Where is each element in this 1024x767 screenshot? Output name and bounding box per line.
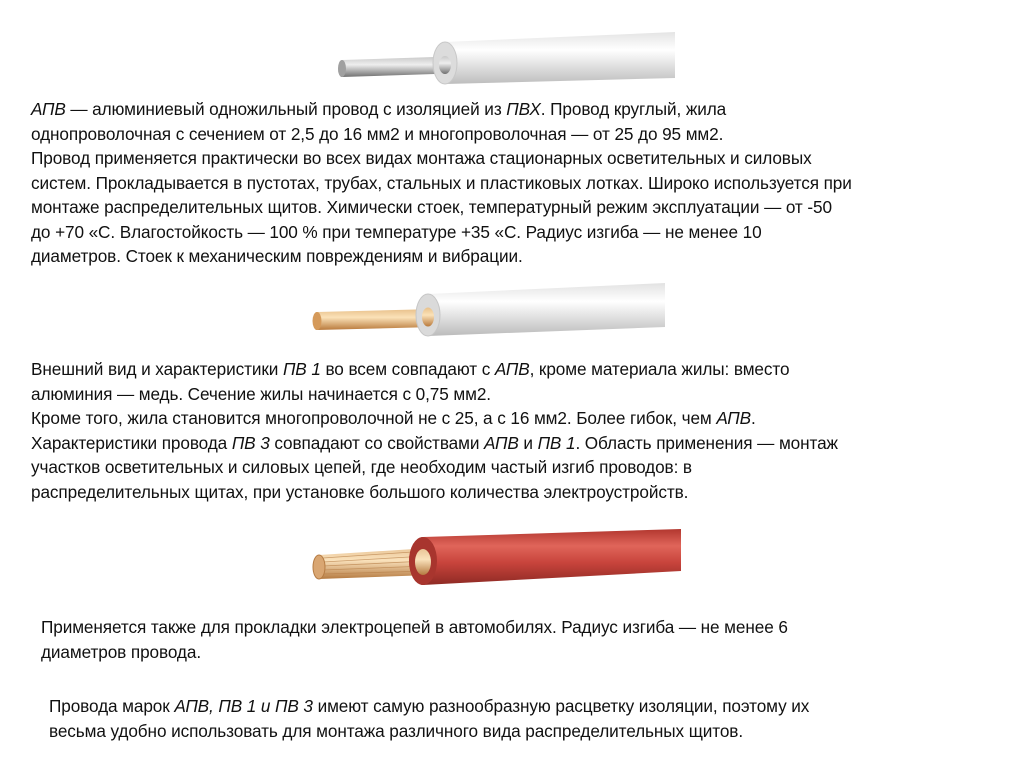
text-segment: Кроме того, жила становится многопроволочной не с 25, а с 16 мм2. Более гибок, чем [31, 408, 717, 428]
text-line [49, 719, 809, 744]
copper-wire-white-image [305, 278, 670, 340]
text-segment: весьма удобно использовать для монтажа различного вида распределительных щитов. [49, 720, 744, 741]
text-line [31, 431, 838, 456]
text-segment: распределительных щитах, при установке большого количества электроустройств. [31, 481, 689, 502]
italic-term: АПВ [494, 359, 530, 379]
text-line [31, 455, 838, 480]
text-line [31, 357, 838, 382]
text-segment: однопроволочная с сечением от 2,5 до 16 мм2 и многопроволочная — от 25 до 95 мм2. [31, 123, 724, 144]
text-segment: Провода марок [49, 696, 175, 716]
copper-wire-red-image [305, 525, 685, 593]
text-segment: , кроме материала жилы: вместо [529, 359, 790, 379]
text-line [41, 640, 788, 665]
text-line [41, 615, 788, 640]
text-line [49, 694, 809, 719]
italic-term: ПВХ [506, 99, 541, 119]
text-line [31, 244, 852, 269]
text-segment: . Провод круглый, жила [540, 99, 727, 119]
text-segment: — алюминиевый одножильный провод с изоляцией из [65, 99, 507, 119]
text-segment: . Область применения — монтаж [575, 432, 838, 453]
text-segment: диаметров провода. [41, 641, 201, 662]
text-segment: имеют самую разнообразную расцветку изоляции, поэтому их [312, 696, 810, 716]
colors-note [49, 694, 809, 743]
text-line [31, 406, 838, 431]
italic-term: ПВ 1 [282, 359, 321, 379]
auto-usage-note [41, 615, 788, 664]
text-line [31, 122, 852, 147]
pv1-pv3-description [31, 357, 838, 504]
text-segment: Применяется также для прокладки электроцепей в автомобилях. Радиус изгиба — не менее 6 [41, 617, 788, 637]
text-segment: во всем совпадают с [320, 359, 495, 379]
italic-term: ПВ 1 [537, 432, 576, 453]
text-line [31, 195, 852, 220]
text-segment: монтаже распределительных щитов. Химически стоек, температурный режим эксплуатации — от -50 [31, 197, 832, 217]
text-line [31, 97, 852, 122]
italic-term: ПВ 3 [231, 432, 270, 453]
text-segment: диаметров. Стоек к механическим повреждениям и вибрации. [31, 246, 523, 266]
italic-term: АПВ [31, 99, 66, 119]
text-segment: Характеристики провода [31, 432, 232, 453]
text-segment: . [751, 408, 756, 428]
text-segment: алюминия — медь. Сечение жилы начинается с 0,75 мм2. [31, 383, 491, 404]
text-line [31, 382, 838, 407]
text-segment: систем. Прокладывается в пустотах, трубах, стальных и пластиковых лотках. Широко используется при [31, 172, 852, 193]
italic-term: АПВ [484, 432, 519, 453]
text-segment: Провод применяется практически во всех видах монтажа стационарных осветительных и силовых [31, 148, 812, 168]
text-line [31, 146, 852, 171]
italic-term: АПВ, ПВ 1 и ПВ 3 [174, 696, 313, 716]
text-segment: и [518, 432, 538, 453]
italic-term: АПВ [716, 408, 752, 428]
apv-description [31, 97, 852, 269]
text-segment: Внешний вид и характеристики [31, 359, 283, 379]
text-segment: участков осветительных и силовых цепей, где необходим частый изгиб проводов: в [31, 457, 692, 477]
text-line [31, 220, 852, 245]
text-line [31, 480, 838, 505]
text-segment: до +70 «С. Влагостойкость — 100 % при температуре +35 «С. Радиус изгиба — не менее 10 [31, 221, 762, 242]
aluminum-wire-image [330, 28, 680, 88]
text-segment: совпадают со свойствами [269, 432, 485, 453]
text-line [31, 171, 852, 196]
